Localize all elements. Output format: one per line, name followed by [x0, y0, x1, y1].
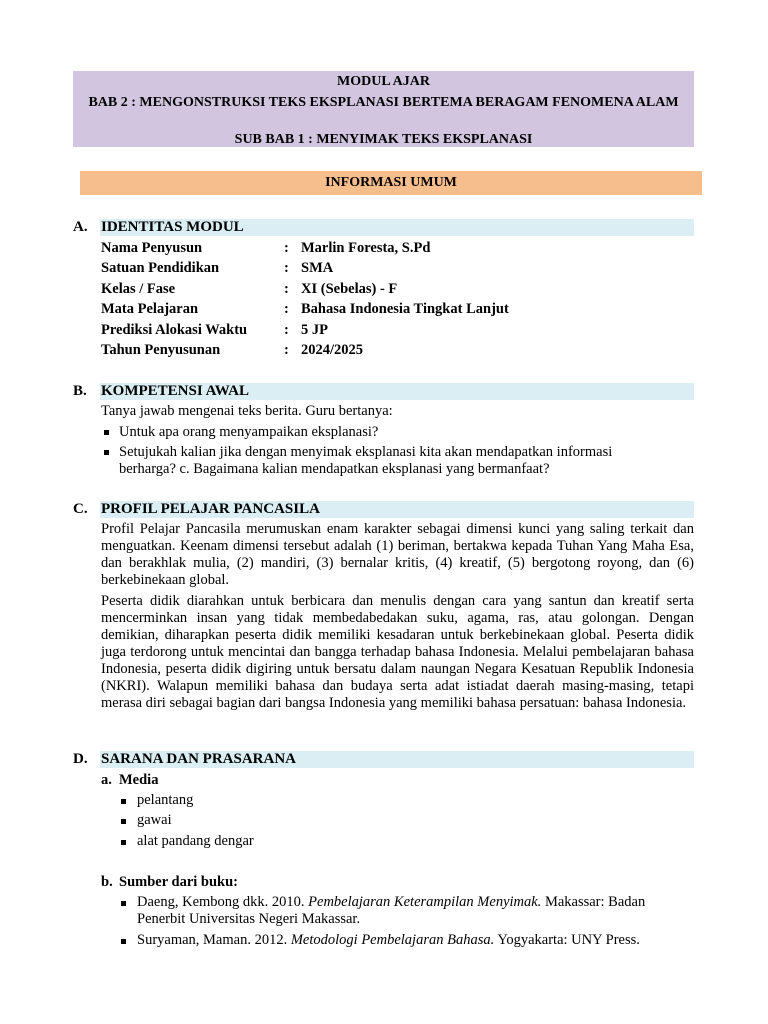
list-item: Untuk apa orang menyampaikan eksplanasi? — [119, 424, 379, 440]
book-title: Pembelajaran Keterampilan Menyimak. — [308, 894, 542, 910]
bullet-icon — [104, 450, 109, 455]
section-a-letter: A. — [73, 219, 88, 235]
section-c-paragraph-1: Profil Pelajar Pancasila merumuskan enam karakter sebagai dimensi kunci yang saling terkait dan menguatkan. Keenam dimensi tersebut adalah (1) beriman, bertakwa kepada Tuhan Yang Maha Esa, dan berakhlak mulia, (2) mandiri, (3) bernalar kritis, (4) kreatif, (5) bergotong royong, dan (6) berkebinekaan global. — [101, 521, 694, 588]
identity-key: Satuan Pendidikan — [101, 260, 220, 276]
book-publisher: Yogyakarta: UNY Press. — [494, 932, 640, 948]
book-reference — [137, 932, 694, 949]
book-title: Metodologi Pembelajaran Bahasa. — [290, 932, 495, 948]
identity-key: Tahun Penyusunan — [101, 342, 221, 358]
identity-sep: : — [284, 301, 289, 317]
section-d-heading — [73, 751, 694, 768]
book-author: Daeng, Kembong dkk. 2010. — [137, 894, 309, 910]
list-item: pelantang — [137, 792, 194, 808]
bullet-icon — [121, 799, 126, 804]
info-umum-label: INFORMASI UMUM — [325, 175, 457, 190]
identity-value: 2024/2025 — [301, 342, 364, 358]
identity-key: Prediksi Alokasi Waktu — [101, 322, 248, 338]
identity-value: Bahasa Indonesia Tingkat Lanjut — [301, 301, 509, 317]
books-marker: b. — [101, 874, 113, 890]
section-b-title: KOMPETENSI AWAL — [101, 383, 249, 399]
identity-key: Nama Penyusun — [101, 240, 203, 256]
bullet-icon — [121, 840, 126, 845]
info-umum-banner — [80, 171, 702, 195]
list-item: alat pandang dengar — [137, 833, 254, 849]
list-item: Setujukah kalian jika dengan menyimak eksplanasi kita akan mendapatkan informasi berharga? c. Bagaimana kalian mendapatkan eksplanasi yang bermanfaat? — [119, 444, 613, 477]
bullet-icon — [104, 430, 109, 435]
identity-sep: : — [284, 342, 289, 358]
identity-key: Kelas / Fase — [101, 281, 176, 297]
module-title-box — [73, 71, 694, 147]
book-author: Suryaman, Maman. 2012. — [137, 932, 291, 948]
identity-value: XI (Sebelas) - F — [301, 281, 398, 297]
bullet-icon — [121, 901, 126, 906]
module-title: MODUL AJAR — [337, 74, 430, 89]
section-d-letter: D. — [73, 751, 88, 767]
book-reference — [137, 894, 694, 928]
media-label: Media — [119, 772, 159, 788]
section-d-title: SARANA DAN PRASARANA — [101, 751, 297, 767]
identity-value: SMA — [301, 260, 334, 276]
bullet-icon — [121, 939, 126, 944]
subchapter-title: SUB BAB 1 : MENYIMAK TEKS EKSPLANASI — [234, 132, 533, 147]
identity-sep: : — [284, 260, 289, 276]
books-label: Sumber dari buku: — [119, 874, 238, 890]
section-c-heading — [73, 501, 694, 518]
section-c-letter: C. — [73, 501, 88, 517]
chapter-title: BAB 2 : MENGONSTRUKSI TEKS EKSPLANASI BERTEMA BERAGAM FENOMENA ALAM — [88, 95, 679, 110]
section-a-heading — [73, 219, 694, 236]
section-b-letter: B. — [73, 383, 87, 399]
list-item: gawai — [137, 812, 172, 828]
section-c-title: PROFIL PELAJAR PANCASILA — [101, 501, 320, 517]
section-a-title: IDENTITAS MODUL — [101, 219, 244, 235]
section-b-intro: Tanya jawab mengenai teks berita. Guru bertanya: — [101, 403, 393, 419]
identity-key: Mata Pelajaran — [101, 301, 199, 317]
book-publisher: Makassar: Badan Penerbit Universitas Negeri Makassar. — [137, 894, 646, 927]
identity-value: Marlin Foresta, S.Pd — [301, 240, 431, 256]
bullet-icon — [121, 819, 126, 824]
identity-sep: : — [284, 240, 289, 256]
section-b-heading — [73, 383, 694, 400]
identity-value: 5 JP — [301, 322, 328, 338]
media-marker: a. — [101, 772, 112, 788]
identity-sep: : — [284, 281, 289, 297]
identity-sep: : — [284, 322, 289, 338]
section-c-paragraph-2: Peserta didik diarahkan untuk berbicara dan menulis dengan cara yang santun dan kreatif serta mencerminkan insan yang tidak membedabedakan suku, agama, ras, atau golongan. Dengan demikian, diharapkan peserta didik memiliki kesadaran untuk berkebinekaan global. Peserta didik juga terdorong untuk mencintai dan bangga terhadap bahasa Indonesia. Melalui pembelajaran bahasa Indonesia, peserta didik digiring untuk bersatu dalam naungan Negara Kesatuan Republik Indonesia (NKRI). Walapun memiliki bahasa dan budaya serta adat istiadat daerah masing-masing, tetapi merasa diri sebagai bagian dari bangsa Indonesia yang memiliki bahasa persatuan: bahasa Indonesia. — [101, 593, 694, 711]
